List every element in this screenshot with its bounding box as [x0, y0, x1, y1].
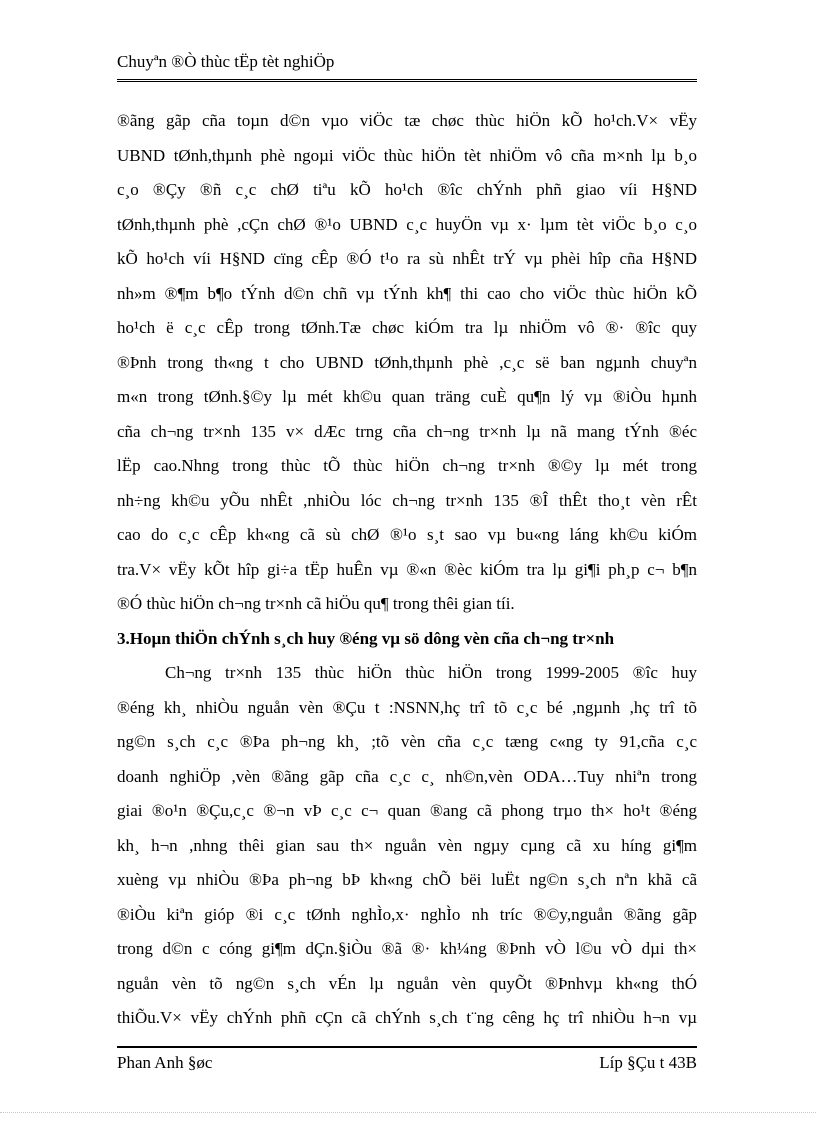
- paragraph-line: xuèng vµ nhiÒu ®Þa ph¬ng bÞ kh«ng chÕ bëi luËt ng©n s¸ch nªn khã cã: [117, 870, 697, 889]
- paragraph-line: nh÷ng kh©u yÕu nhÊt ,nhiÒu lóc ch¬ng tr×nh 135 ®Î thÊt tho¸t vèn rÊt: [117, 490, 697, 510]
- paragraph-line: kÕ ho¹ch víi H§ND cïng cÊp ®Ó t¹o ra sù nhÊt trÝ vµ phèi hîp cña H§ND: [117, 249, 697, 268]
- paragraph-line: ho¹ch ë c¸c cÊp trong tØnh.Tæ chøc kiÓm tra lµ nhiÖm vô ®· ®îc quy: [117, 318, 697, 337]
- paragraph-line: ®Þnh trong th«ng t cho UBND tØnh,thµnh phè ,c¸c së ban ngµnh chuyªn: [117, 352, 697, 372]
- paragraph-line: Ch¬ng tr×nh 135 thùc hiÖn thùc hiÖn trong 1999-2005 ®îc huy: [165, 663, 697, 682]
- paragraph-line: doanh nghiÖp ,vèn ®ãng gãp cña c¸c c¸ nh©n,vèn ODA…Tuy nhiªn trong: [117, 766, 697, 786]
- header-rule-double: [117, 81, 697, 82]
- paragraph-line: cao do c¸c cÊp kh«ng cã sù chØ ®¹o s¸t sao vµ bu«ng láng kh©u kiÓm: [117, 525, 697, 544]
- paragraph-line: nguån vèn tõ ng©n s¸ch vÉn lµ nguån vèn quyÕt ®Þnhvµ kh«ng thÓ: [117, 973, 697, 993]
- paragraph-line: kh¸ h¬n ,nhng thêi gian sau th× nguån vèn ngµy cµng cã xu híng gi¶m: [117, 835, 697, 855]
- header-rule: [117, 79, 697, 80]
- paragraph-line: ®éng kh¸ nhiÒu nguån vèn ®Çu t :NSNN,hç trî tõ c¸c bé ,ngµnh ,hç trî tõ: [117, 697, 697, 717]
- paragraph-line: ng©n s¸ch c¸c ®Þa ph¬ng kh¸ ;tõ vèn cña c¸c tæng c«ng ty 91,cña c¸c: [117, 732, 697, 751]
- page-edge: [0, 1112, 816, 1113]
- paragraph-line: m«n trong tØnh.§©y lµ mét kh©u quan träng cuÈ qu¶n lý vµ ®iÒu hµnh: [117, 387, 697, 406]
- paragraph-line: ®iÒu kiªn gióp ®i c¸c tØnh nghÌo,x· nghÌo nh tríc ®©y,nguån ®ãng gãp: [117, 904, 697, 924]
- paragraph-line: thiÕu.V× vËy chÝnh phñ cÇn cã chÝnh s¸ch t¨ng cêng hç trî nhiÒu h¬n vµ: [117, 1008, 697, 1027]
- paragraph-line: tra.V× vËy kÕt hîp gi÷a tËp huÊn vµ ®«n ®èc kiÓm tra lµ gi¶i ph¸p c¬ b¶n: [117, 559, 697, 579]
- page-header-title: Chuyªn ®Ò thùc tËp tèt nghiÖp: [117, 52, 335, 71]
- paragraph-line: nh»m ®¶m b¶o tÝnh d©n chñ vµ tÝnh kh¶ thi cao cho viÖc thùc hiÖn kÕ: [117, 283, 697, 303]
- document-body: [117, 104, 697, 1036]
- paragraph-line: ®Ó thùc hiÖn ch¬ng tr×nh cã hiÖu qu¶ trong thêi gian tíi.: [117, 594, 515, 613]
- footer-rule: [117, 1046, 697, 1048]
- paragraph-line: cña ch¬ng tr×nh 135 v× dÆc trng cña ch¬ng tr×nh lµ nã mang tÝnh ®éc: [117, 421, 697, 441]
- paragraph-line: UBND tØnh,thµnh phè ngoµi viÖc thùc hiÖn tèt nhiÖm vô cña m×nh lµ b¸o: [117, 145, 697, 165]
- paragraph-line: giai ®o¹n ®Çu,c¸c ®¬n vÞ c¸c c¬ quan ®ang cã phong trµo th× ho¹t ®éng: [117, 801, 697, 820]
- paragraph-line: trong d©n c cóng gi¶m dÇn.§iÒu ®ã ®· kh¼ng ®Þnh vÒ l©u vÒ dµi th×: [117, 939, 697, 958]
- footer-author: Phan Anh §øc: [117, 1053, 213, 1072]
- paragraph-line: tØnh,thµnh phè ,cÇn chØ ®¹o UBND c¸c huyÖn vµ x· lµm tèt viÖc b¸o c¸o: [117, 214, 697, 234]
- paragraph-line: lËp cao.Nhng trong thùc tÕ thùc hiÖn ch¬ng tr×nh ®©y lµ mét trong: [117, 456, 697, 475]
- paragraph-line: ®ãng gãp cña toµn d©n vµo viÖc tæ chøc thùc hiÖn kÕ ho¹ch.V× vËy: [117, 111, 697, 130]
- footer-class: Líp §Çu t 43B: [599, 1053, 697, 1072]
- paragraph-line: c¸o ®Çy ®ñ c¸c chØ tiªu kÕ ho¹ch ®îc chÝnh phñ giao víi H§ND: [117, 180, 697, 199]
- section-heading: 3.Hoµn thiÖn chÝnh s¸ch huy ®éng vµ sö dông vèn cña ch¬ng tr×nh: [117, 628, 615, 648]
